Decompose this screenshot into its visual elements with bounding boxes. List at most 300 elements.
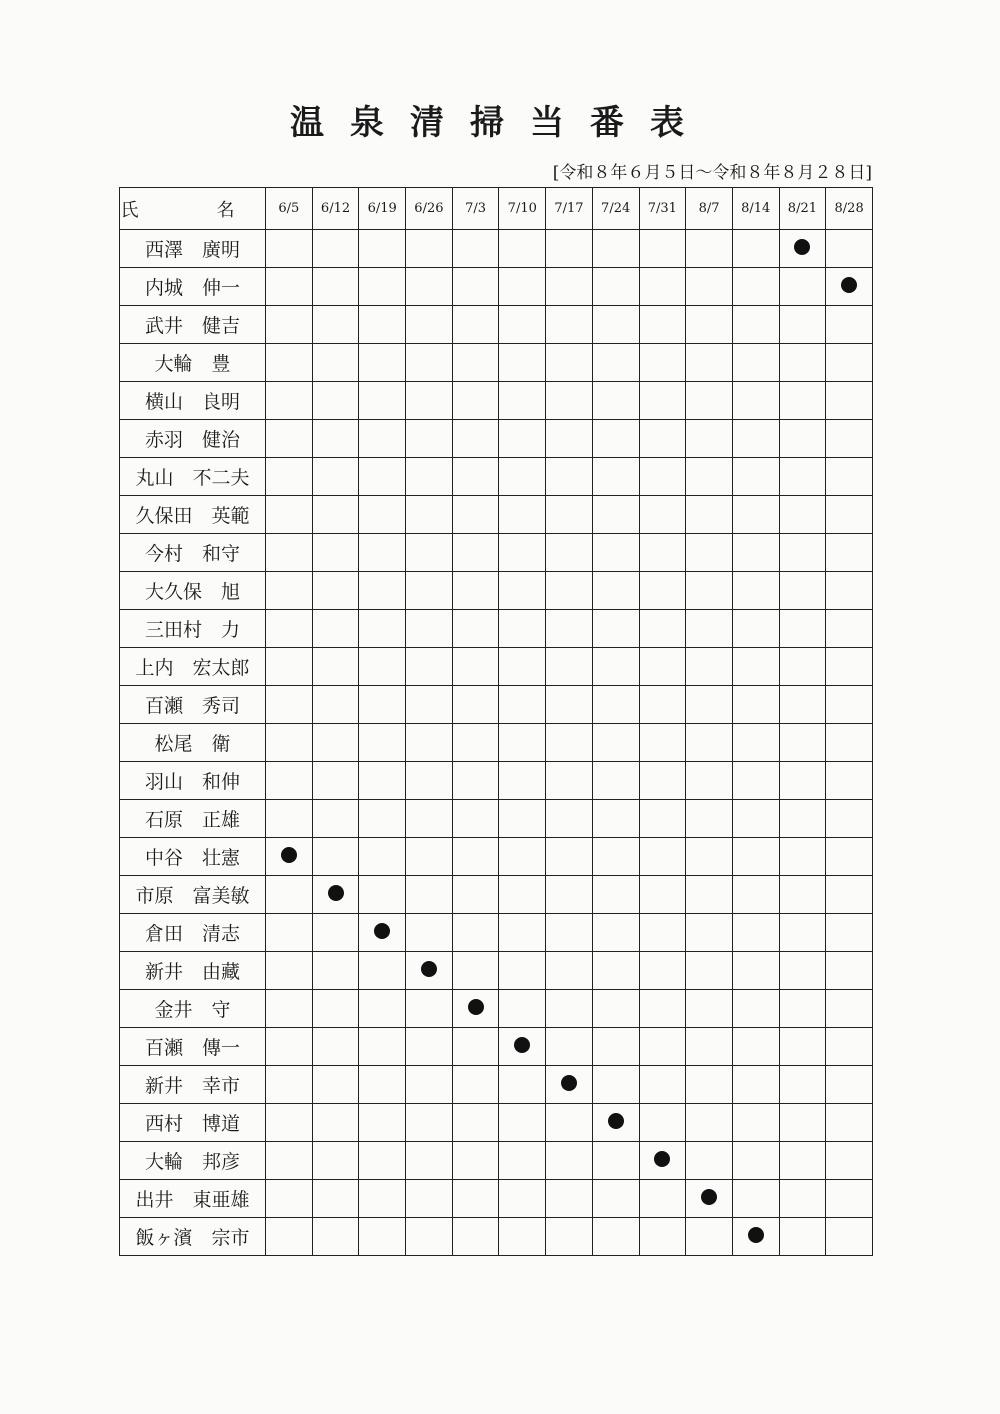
duty-mark (841, 277, 857, 293)
duty-cell (406, 306, 453, 344)
duty-cell (452, 762, 499, 800)
member-name: 松尾 衛 (120, 724, 266, 762)
duty-cell (266, 1028, 313, 1066)
duty-cell (546, 306, 593, 344)
duty-cell (779, 230, 826, 268)
duty-mark (561, 1075, 577, 1091)
duty-cell (826, 648, 873, 686)
duty-cell (452, 724, 499, 762)
duty-cell (266, 610, 313, 648)
duty-cell (592, 876, 639, 914)
duty-cell (639, 420, 686, 458)
duty-cell (546, 382, 593, 420)
duty-cell (266, 420, 313, 458)
duty-cell (732, 1180, 779, 1218)
duty-cell (546, 1066, 593, 1104)
duty-cell (546, 610, 593, 648)
member-name: 大輪 豊 (120, 344, 266, 382)
table-row (120, 990, 873, 1028)
duty-mark (748, 1227, 764, 1243)
member-name: 新井 由藏 (120, 952, 266, 990)
duty-cell (359, 306, 406, 344)
duty-cell (686, 952, 733, 990)
duty-cell (266, 1180, 313, 1218)
duty-cell (406, 572, 453, 610)
duty-cell (592, 1066, 639, 1104)
duty-cell (452, 458, 499, 496)
duty-cell (686, 496, 733, 534)
duty-cell (779, 800, 826, 838)
table-row (120, 952, 873, 990)
duty-cell (732, 1218, 779, 1256)
duty-cell (359, 572, 406, 610)
duty-cell (452, 1104, 499, 1142)
duty-cell (732, 1028, 779, 1066)
duty-cell (779, 686, 826, 724)
duty-cell (592, 1142, 639, 1180)
table-row (120, 610, 873, 648)
table-row (120, 876, 873, 914)
duty-cell (639, 382, 686, 420)
duty-mark (374, 923, 390, 939)
duty-cell (592, 686, 639, 724)
duty-cell (359, 648, 406, 686)
duty-cell (732, 876, 779, 914)
duty-cell (686, 420, 733, 458)
duty-cell (732, 952, 779, 990)
duty-cell (639, 648, 686, 686)
table-row (120, 268, 873, 306)
duty-cell (826, 990, 873, 1028)
duty-cell (826, 1218, 873, 1256)
duty-cell (406, 1028, 453, 1066)
duty-cell (312, 952, 359, 990)
duty-cell (826, 610, 873, 648)
duty-cell (266, 1104, 313, 1142)
duty-cell (499, 914, 546, 952)
duty-cell (732, 686, 779, 724)
duty-cell (359, 230, 406, 268)
duty-cell (686, 914, 733, 952)
duty-cell (312, 230, 359, 268)
duty-cell (499, 1142, 546, 1180)
duty-cell (406, 610, 453, 648)
duty-cell (639, 762, 686, 800)
member-name: 西澤 廣明 (120, 230, 266, 268)
duty-cell (312, 1066, 359, 1104)
duty-cell (546, 914, 593, 952)
date-column-header: 8/7 (686, 188, 733, 230)
duty-cell (406, 230, 453, 268)
table-row (120, 1218, 873, 1256)
duty-cell (592, 306, 639, 344)
duty-cell (312, 1142, 359, 1180)
duty-cell (499, 648, 546, 686)
duty-cell (639, 496, 686, 534)
duty-cell (592, 572, 639, 610)
table-row (120, 534, 873, 572)
duty-mark (281, 847, 297, 863)
duty-cell (732, 800, 779, 838)
duty-cell (266, 572, 313, 610)
member-name: 武井 健吉 (120, 306, 266, 344)
duty-cell (779, 420, 826, 458)
duty-cell (359, 1180, 406, 1218)
duty-cell (686, 268, 733, 306)
duty-cell (592, 762, 639, 800)
duty-cell (266, 914, 313, 952)
duty-cell (639, 1028, 686, 1066)
duty-cell (546, 648, 593, 686)
duty-cell (639, 724, 686, 762)
duty-cell (732, 724, 779, 762)
duty-cell (826, 1066, 873, 1104)
duty-cell (779, 914, 826, 952)
duty-cell (592, 1028, 639, 1066)
duty-cell (359, 1142, 406, 1180)
duty-cell (546, 838, 593, 876)
duty-cell (826, 458, 873, 496)
duty-cell (499, 762, 546, 800)
duty-cell (406, 534, 453, 572)
duty-cell (499, 230, 546, 268)
duty-mark (701, 1189, 717, 1205)
table-row (120, 496, 873, 534)
table-row (120, 1142, 873, 1180)
duty-cell (686, 990, 733, 1028)
duty-cell (312, 572, 359, 610)
duty-cell (686, 686, 733, 724)
member-name: 横山 良明 (120, 382, 266, 420)
table-row (120, 420, 873, 458)
duty-cell (359, 914, 406, 952)
duty-cell (686, 306, 733, 344)
duty-cell (406, 1218, 453, 1256)
duty-cell (452, 610, 499, 648)
duty-cell (826, 762, 873, 800)
duty-cell (359, 344, 406, 382)
duty-cell (546, 572, 593, 610)
duty-cell (826, 1142, 873, 1180)
duty-cell (312, 724, 359, 762)
duty-cell (826, 420, 873, 458)
duty-cell (452, 1218, 499, 1256)
duty-cell (639, 230, 686, 268)
duty-cell (732, 382, 779, 420)
table-row (120, 1180, 873, 1218)
date-column-header: 8/28 (826, 188, 873, 230)
duty-cell (406, 1104, 453, 1142)
duty-cell (452, 1142, 499, 1180)
duty-cell (779, 1180, 826, 1218)
member-name: 百瀬 秀司 (120, 686, 266, 724)
roster-body (120, 230, 873, 1256)
duty-cell (779, 610, 826, 648)
member-name: 赤羽 健治 (120, 420, 266, 458)
duty-cell (359, 952, 406, 990)
table-row (120, 648, 873, 686)
duty-cell (779, 496, 826, 534)
duty-cell (359, 838, 406, 876)
date-column-header: 7/3 (452, 188, 499, 230)
duty-cell (499, 1066, 546, 1104)
page-title: 温泉清掃当番表 (290, 103, 710, 143)
duty-cell (639, 306, 686, 344)
date-column-header: 7/24 (592, 188, 639, 230)
table-row (120, 230, 873, 268)
duty-cell (592, 230, 639, 268)
duty-cell (732, 572, 779, 610)
duty-cell (592, 534, 639, 572)
duty-cell (732, 838, 779, 876)
duty-cell (499, 382, 546, 420)
duty-mark (654, 1151, 670, 1167)
duty-cell (452, 838, 499, 876)
duty-cell (732, 1142, 779, 1180)
duty-cell (452, 382, 499, 420)
duty-cell (452, 306, 499, 344)
duty-cell (686, 1066, 733, 1104)
duty-cell (686, 230, 733, 268)
duty-cell (499, 952, 546, 990)
duty-cell (266, 762, 313, 800)
duty-cell (266, 990, 313, 1028)
duty-cell (686, 382, 733, 420)
duty-cell (826, 1104, 873, 1142)
duty-cell (639, 876, 686, 914)
duty-cell (779, 1104, 826, 1142)
duty-cell (732, 648, 779, 686)
member-name: 丸山 不二夫 (120, 458, 266, 496)
duty-cell (499, 990, 546, 1028)
duty-cell (499, 1028, 546, 1066)
duty-cell (312, 1104, 359, 1142)
member-name: 中谷 壮憲 (120, 838, 266, 876)
date-column-header: 8/21 (779, 188, 826, 230)
duty-cell (546, 496, 593, 534)
date-column-header: 6/26 (406, 188, 453, 230)
duty-cell (312, 496, 359, 534)
member-name: 内城 伸一 (120, 268, 266, 306)
duty-cell (499, 1104, 546, 1142)
member-name: 西村 博道 (120, 1104, 266, 1142)
duty-cell (452, 914, 499, 952)
duty-cell (312, 344, 359, 382)
member-name: 上内 宏太郎 (120, 648, 266, 686)
date-column-header: 6/5 (266, 188, 313, 230)
member-name: 今村 和守 (120, 534, 266, 572)
duty-cell (639, 800, 686, 838)
duty-cell (266, 838, 313, 876)
duty-cell (732, 458, 779, 496)
duty-cell (826, 838, 873, 876)
duty-cell (592, 990, 639, 1028)
duty-cell (266, 458, 313, 496)
duty-mark (608, 1113, 624, 1129)
duty-cell (406, 648, 453, 686)
duty-cell (499, 610, 546, 648)
duty-cell (312, 800, 359, 838)
date-column-header: 7/17 (546, 188, 593, 230)
duty-cell (732, 762, 779, 800)
duty-cell (639, 610, 686, 648)
duty-cell (826, 724, 873, 762)
duty-cell (266, 230, 313, 268)
duty-cell (546, 268, 593, 306)
duty-cell (406, 914, 453, 952)
period-label: [令和８年６月５日～令和８年８月２８日] (552, 163, 872, 183)
table-row (120, 382, 873, 420)
table-row (120, 572, 873, 610)
duty-cell (639, 1066, 686, 1104)
duty-cell (406, 1066, 453, 1104)
duty-cell (592, 382, 639, 420)
member-name: 大輪 邦彦 (120, 1142, 266, 1180)
duty-cell (266, 724, 313, 762)
duty-cell (266, 1066, 313, 1104)
duty-cell (546, 876, 593, 914)
duty-cell (826, 1028, 873, 1066)
duty-cell (546, 1218, 593, 1256)
duty-cell (359, 382, 406, 420)
duty-cell (732, 1066, 779, 1104)
duty-cell (732, 610, 779, 648)
duty-cell (779, 572, 826, 610)
duty-cell (826, 268, 873, 306)
duty-cell (826, 382, 873, 420)
duty-cell (592, 952, 639, 990)
duty-cell (359, 686, 406, 724)
duty-cell (266, 876, 313, 914)
duty-cell (406, 724, 453, 762)
duty-cell (592, 458, 639, 496)
duty-cell (639, 572, 686, 610)
duty-cell (826, 572, 873, 610)
duty-cell (639, 990, 686, 1028)
duty-cell (452, 1180, 499, 1218)
duty-cell (452, 990, 499, 1028)
duty-cell (499, 306, 546, 344)
duty-cell (592, 914, 639, 952)
duty-cell (779, 838, 826, 876)
duty-cell (266, 952, 313, 990)
duty-cell (546, 230, 593, 268)
duty-cell (546, 1142, 593, 1180)
duty-cell (779, 990, 826, 1028)
duty-cell (686, 1028, 733, 1066)
duty-cell (406, 458, 453, 496)
duty-cell (312, 990, 359, 1028)
duty-cell (686, 762, 733, 800)
duty-cell (406, 838, 453, 876)
duty-cell (452, 420, 499, 458)
duty-cell (592, 838, 639, 876)
duty-cell (406, 952, 453, 990)
duty-cell (779, 724, 826, 762)
member-name: 新井 幸市 (120, 1066, 266, 1104)
duty-cell (826, 686, 873, 724)
duty-cell (686, 1180, 733, 1218)
duty-cell (779, 306, 826, 344)
duty-cell (312, 458, 359, 496)
duty-cell (592, 1218, 639, 1256)
duty-cell (639, 1104, 686, 1142)
duty-cell (452, 268, 499, 306)
duty-cell (312, 268, 359, 306)
duty-cell (359, 990, 406, 1028)
duty-cell (779, 876, 826, 914)
duty-cell (546, 952, 593, 990)
duty-cell (312, 1180, 359, 1218)
duty-cell (312, 1028, 359, 1066)
table-row (120, 914, 873, 952)
duty-cell (406, 268, 453, 306)
duty-cell (359, 1104, 406, 1142)
duty-mark (794, 239, 810, 255)
duty-cell (732, 990, 779, 1028)
duty-cell (312, 306, 359, 344)
duty-cell (266, 1218, 313, 1256)
duty-cell (359, 420, 406, 458)
duty-cell (266, 1142, 313, 1180)
member-name: 羽山 和伸 (120, 762, 266, 800)
duty-cell (546, 762, 593, 800)
member-name: 久保田 英範 (120, 496, 266, 534)
table-row (120, 686, 873, 724)
duty-cell (686, 648, 733, 686)
duty-cell (406, 990, 453, 1028)
duty-cell (266, 344, 313, 382)
duty-cell (639, 914, 686, 952)
duty-cell (499, 534, 546, 572)
duty-cell (499, 876, 546, 914)
duty-cell (779, 952, 826, 990)
duty-cell (826, 800, 873, 838)
duty-cell (546, 420, 593, 458)
duty-cell (452, 686, 499, 724)
table-row (120, 762, 873, 800)
header-row (120, 188, 873, 230)
duty-cell (312, 762, 359, 800)
table-row (120, 800, 873, 838)
duty-mark (468, 999, 484, 1015)
duty-cell (452, 800, 499, 838)
member-name: 三田村 力 (120, 610, 266, 648)
duty-cell (639, 1218, 686, 1256)
duty-cell (499, 1180, 546, 1218)
duty-cell (686, 876, 733, 914)
duty-cell (499, 420, 546, 458)
duty-cell (826, 496, 873, 534)
duty-cell (266, 534, 313, 572)
duty-cell (266, 268, 313, 306)
duty-cell (779, 648, 826, 686)
duty-cell (546, 1104, 593, 1142)
duty-cell (779, 1066, 826, 1104)
table-row (120, 344, 873, 382)
duty-cell (312, 420, 359, 458)
duty-cell (732, 496, 779, 534)
date-column-header: 7/31 (639, 188, 686, 230)
duty-cell (312, 838, 359, 876)
duty-cell (826, 534, 873, 572)
duty-cell (499, 686, 546, 724)
duty-cell (732, 268, 779, 306)
duty-cell (359, 724, 406, 762)
duty-cell (732, 230, 779, 268)
duty-cell (312, 648, 359, 686)
duty-cell (592, 1104, 639, 1142)
